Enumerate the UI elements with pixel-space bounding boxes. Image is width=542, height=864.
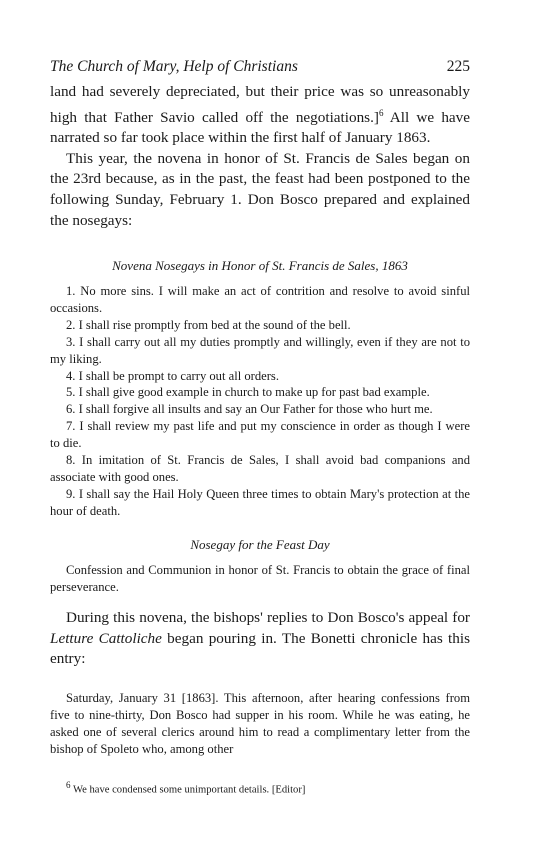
novena-intro-paragraph: This year, the novena in honor of St. Francis de Sales began on the 23rd because, as in the past, the feast had been postponed to the following Sunday, February 1. Don Bosco prepared and explained the nosegays: <box>50 149 470 229</box>
list-item: 2. I shall rise promptly from bed at the sound of the bell. <box>66 317 351 332</box>
list-item: 9. I shall say the Hail Holy Queen three times to obtain Mary's protection at the hour of death. <box>50 486 470 518</box>
footnote-text: We have condensed some unimportant details. [Editor] <box>70 784 306 796</box>
novena-heading: Novena Nosegays in Honor of St. Francis de Sales, 1863 <box>112 258 408 273</box>
opening-text <box>50 82 470 231</box>
feast-heading: Nosegay for the Feast Day <box>190 537 330 552</box>
footnote-number: 6 <box>66 780 71 790</box>
list-item: 6. I shall forgive all insults and say an Our Father for those who hurt me. <box>66 402 433 417</box>
footnote <box>66 778 470 798</box>
footnote-ref: 6 <box>378 107 384 118</box>
replies-paragraph: During this novena, the bishops' replies to Don Bosco's appeal for Letture Cattoliche began pouring in. The Bonetti chronicle has this entry: <box>50 609 470 668</box>
list-item: 7. I shall review my past life and put my conscience in order as though I were to die. <box>50 419 470 451</box>
list-item: 5. I shall give good example in church to make up for past bad example. <box>66 385 430 400</box>
list-item: 1. No more sins. I will make an act of contrition and resolve to avoid sinful occasions. <box>50 284 470 315</box>
running-header <box>50 58 470 76</box>
feast-paragraph: Confession and Communion in honor of St. Francis to obtain the grace of final perseverance. <box>50 563 470 594</box>
list-item: 3. I shall carry out all my duties promptly and willingly, even if they are not to my liking. <box>50 334 470 366</box>
opening-paragraph: land had severely depreciated, but their price was so unreasonably high that Father Savio called off the negotiations.]$^6$ All we have narrated so far took place within the first half of January 1863. <box>50 83 470 147</box>
list-item: 8. In imitation of St. Francis de Sales, I shall avoid bad companions and associate with good ones. <box>50 453 470 484</box>
novena-list <box>50 283 470 520</box>
replies-text <box>50 608 470 670</box>
chronicle-text <box>50 690 470 758</box>
chapter-title: The Church of Mary, Help of Christians <box>50 58 298 75</box>
chronicle-paragraph: Saturday, January 31 [1863]. This afternoon, after hearing confessions from five to nine-thirty, Don Bosco had supper in his room. While he was eating, he asked one of several clerics around him to read a complimentary letter from the bishop of Spoleto who, among other <box>50 691 470 756</box>
publication-title: Letture Cattoliche <box>50 629 162 647</box>
list-item: 4. I shall be prompt to carry out all orders. <box>66 368 279 383</box>
feast-text <box>50 562 470 596</box>
page-number: 225 <box>446 58 470 75</box>
